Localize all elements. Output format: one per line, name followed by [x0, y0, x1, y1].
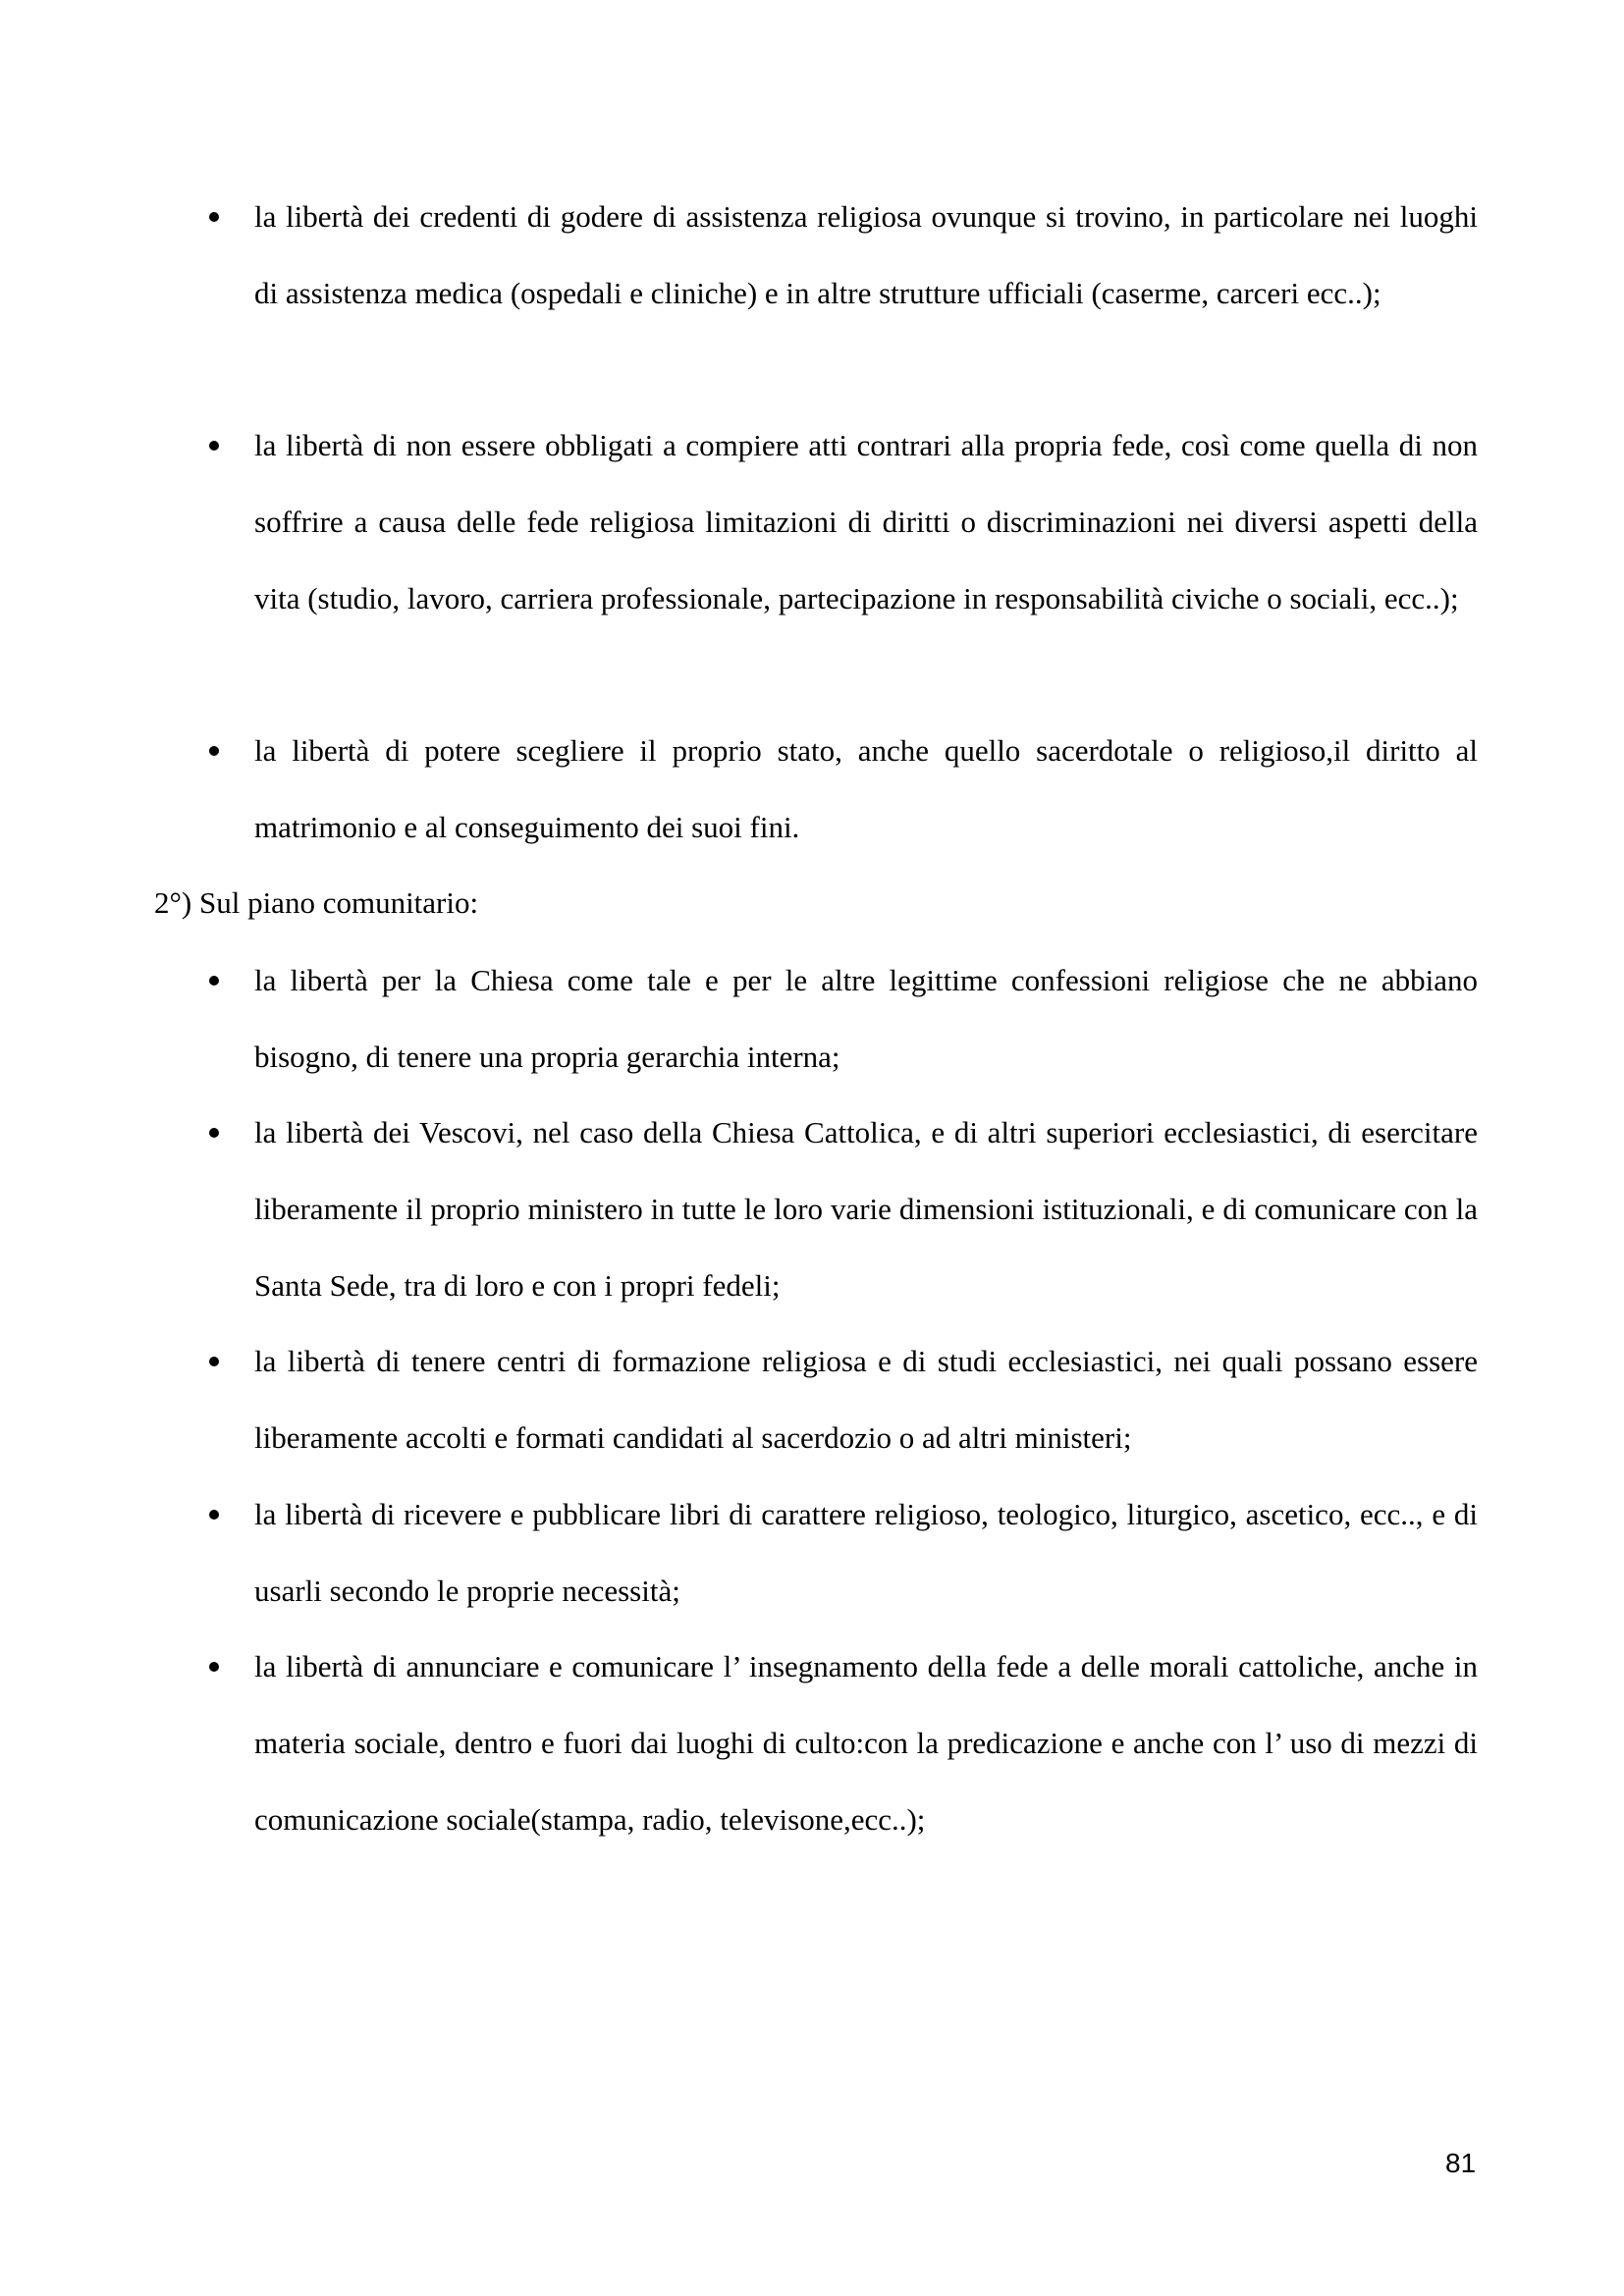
bullet-icon — [209, 441, 219, 451]
page-number: 81 — [1445, 2148, 1477, 2178]
section-heading: 2°) Sul piano comunitario: — [154, 885, 479, 920]
bullet-icon — [209, 746, 219, 756]
bullet-icon — [209, 1662, 219, 1672]
list-item-text: la libertà dei Vescovi, nel caso della Chiesa Cattolica, e di altri superiori ecclesiastici, di esercitare liberamente il proprio ministero in tutte le loro varie dimensioni istituzionali, e di comunicare con la Santa Sede, tra di loro e con i propri fedeli; — [254, 1115, 1478, 1303]
list-item-text: la libertà di tenere centri di formazione religiosa e di studi ecclesiastici, nei quali possano essere liberamente accolti e formati candidati al sacerdozio o ad altri ministeri; — [254, 1344, 1478, 1455]
list-item-text: la libertà per la Chiesa come tale e per le altre legittime confessioni religiose che ne abbiano bisogno, di tenere una propria gerarchia interna; — [254, 963, 1478, 1074]
bullet-icon — [209, 212, 219, 222]
list-item-text: la libertà di ricevere e pubblicare libri di carattere religioso, teologico, liturgico, ascetico, ecc.., e di usarli secondo le proprie necessità; — [254, 1497, 1478, 1608]
bullet-icon — [209, 976, 219, 986]
bullet-icon — [209, 1510, 219, 1520]
list-item-text: la libertà di non essere obbligati a compiere atti contrari alla propria fede, così come quella di non soffrire a causa delle fede religiosa limitazioni di diritti o discriminazioni nei diversi aspetti della vita (studio, lavoro, carriera professionale, partecipazione in responsabilità civiche o sociali, ecc..); — [254, 428, 1478, 615]
list-item-text: la libertà dei credenti di godere di assistenza religiosa ovunque si trovino, in particolare nei luoghi di assistenza medica (ospedali e cliniche) e in altre strutture ufficiali (caserme, carceri ecc..); — [254, 199, 1478, 310]
bullet-icon — [209, 1357, 219, 1366]
list-item-text: la libertà di annunciare e comunicare l’ insegnamento della fede a delle morali cattoliche, anche in materia sociale, dentro e fuori dai luoghi di culto:con la predicazione e anche con l’ uso di mezzi di comunicazione sociale(stampa, radio, televisone,ecc..); — [254, 1649, 1478, 1837]
list-item-text: la libertà di potere scegliere il proprio stato, anche quello sacerdotale o religioso,il diritto al matrimonio e al conseguimento dei suoi fini. — [254, 733, 1478, 844]
bullet-icon — [209, 1128, 219, 1138]
